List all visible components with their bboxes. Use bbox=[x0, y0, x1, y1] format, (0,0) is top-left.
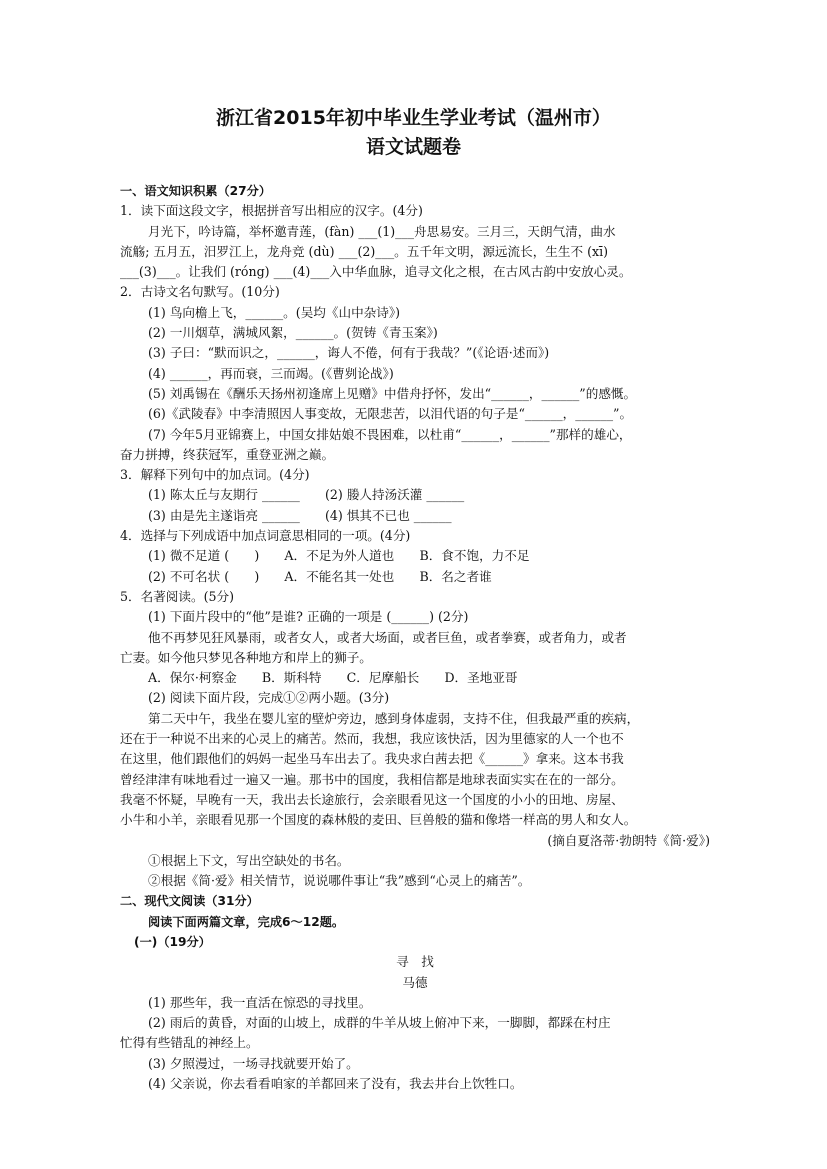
q5-passage-line: 第二天中午，我坐在婴儿室的壁炉旁边，感到身体虚弱，支持不住，但我最严重的疾病， bbox=[148, 710, 640, 726]
q3-row-2: (3) 由是先主遂诣亮 ______ (4) 惧其不已也 ______ bbox=[148, 507, 452, 523]
q2-item-4: (4) ______，再而衰，三而竭。(《曹刿论战》) bbox=[148, 365, 394, 381]
section-2-instruction: 阅读下面两篇文章，完成6～12题。 bbox=[148, 914, 345, 929]
part-1-heading: (一)（19分） bbox=[134, 934, 211, 949]
exam-title: 浙江省2015年初中毕业生学业考试（温州市） bbox=[216, 107, 611, 129]
article-paragraph-1: (1) 那些年，我一直活在惊恐的寻找里。 bbox=[148, 994, 372, 1010]
q2-item-6: (6)《武陵春》中李清照因人事变故，无限悲苦，以泪代语的句子是“______，______”。 bbox=[148, 406, 633, 422]
section-heading-2: 二、现代文阅读（31分） bbox=[120, 894, 259, 909]
q5-sub-2: (2) 阅读下面片段，完成①②两小题。(3分) bbox=[148, 690, 390, 706]
q5-passage-line: 还在于一种说不出来的心灵上的痛苦。然而，我想，我应该快活，因为里德家的人一个也不 bbox=[120, 731, 624, 747]
q5-passage-line: 在这里，他们跟他们的妈妈一起坐马车出去了。我央求白茜去把《______》拿来。这本书我 bbox=[120, 751, 624, 767]
question-5-prompt: 5．名著阅读。(5分) bbox=[120, 588, 235, 604]
q5-task-2: ②根据《简·爱》相关情节，说说哪件事让“我”感到“心灵上的痛苦”。 bbox=[148, 873, 531, 889]
q5-excerpt-line: 亡妻。如今他只梦见各种地方和岸上的狮子。 bbox=[120, 649, 372, 665]
q2-item-5: (5) 刘禹锡在《酬乐天扬州初逢席上见赠》中借舟抒怀，发出“______，______”的感慨。 bbox=[148, 385, 637, 401]
q2-item-3: (3) 子曰：“默而识之，______，诲人不倦，何有于我哉？”(《论语·述而》) bbox=[148, 345, 550, 361]
q2-item-1: (1) 鸟向檐上飞，______。(吴均《山中杂诗》) bbox=[148, 304, 401, 320]
article-paragraph-2: (2) 雨后的黄昏，对面的山坡上，成群的牛羊从坡上俯冲下来，一脚脚，都踩在村庄 bbox=[148, 1015, 611, 1031]
q5-task-1: ①根据上下文，写出空缺处的书名。 bbox=[148, 852, 350, 868]
q5-sub-1: (1) 下面片段中的“他”是谁? 正确的一项是 (______) (2分) bbox=[148, 609, 469, 625]
q2-item-7: (7) 今年5月亚锦赛上，中国女排姑娘不畏困难，以杜甫“______，______”那样的雄心， bbox=[148, 426, 632, 442]
article-paragraph-2-cont: 忙得有些错乱的神经上。 bbox=[120, 1035, 259, 1051]
question-3-prompt: 3．解释下列句中的加点词。(4分) bbox=[120, 467, 310, 483]
q1-passage-line: 月光下，吟诗篇，举杯邀青莲，(fàn) ___(1)___舟思易安。三月三，天朗气清，曲水 bbox=[148, 223, 616, 239]
q3-row-1: (1) 陈太丘与友期行 ______ (2) 媵人持汤沃灌 ______ bbox=[148, 487, 465, 503]
q5-excerpt-line: 他不再梦见狂风暴雨，或者女人，或者大场面，或者巨鱼，或者拳赛，或者角力，或者 bbox=[148, 629, 627, 645]
question-2-prompt: 2．古诗文名句默写。(10分) bbox=[120, 284, 280, 300]
section-heading-1: 一、语文知识积累（27分） bbox=[120, 184, 272, 198]
article-paragraph-3: (3) 夕照漫过，一场寻找就要开始了。 bbox=[148, 1055, 359, 1071]
q5-options: A．保尔·柯察金 B．斯科特 C．尼摩船长 D．圣地亚哥 bbox=[148, 670, 518, 686]
exam-subtitle: 语文试题卷 bbox=[365, 136, 461, 158]
q1-passage-line: ___(3)___。让我们 (róng) ___(4)___入中华血脉，追寻文化之根，在古风古韵中安放心灵。 bbox=[120, 264, 632, 280]
q2-item-2: (2) 一川烟草，满城风絮，______。(贺铸《青玉案》) bbox=[148, 325, 438, 341]
q4-row-2: (2) 不可名状 ( ) A．不能名其一处也 B．名之者谁 bbox=[148, 568, 492, 584]
article-author: 马德 bbox=[402, 974, 428, 990]
question-4-prompt: 4．选择与下列成语中加点词意思相同的一项。(4分) bbox=[120, 528, 411, 544]
q1-passage-line: 流觞; 五月五，汨罗江上，龙舟竞 (dù) ___(2)___。五千年文明，源远流长，生生不 (xī) bbox=[120, 243, 609, 259]
q2-item-7-cont: 奋力拼搏，终获冠军，重登亚洲之巅。 bbox=[120, 446, 335, 462]
question-1-prompt: 1．读下面这段文字，根据拼音写出相应的汉字。(4分) bbox=[120, 203, 423, 219]
article-paragraph-4: (4) 父亲说，你去看看咱家的羊都回来了没有，我去井台上饮牲口。 bbox=[148, 1076, 523, 1092]
q5-source: (摘自夏洛蒂·勃朗特《简·爱》) bbox=[547, 832, 710, 848]
q5-passage-line: 我毫不怀疑，早晚有一天，我出去长途旅行，会亲眼看见这一个国度的小小的田地、房屋、 bbox=[120, 791, 624, 807]
q5-passage-line: 曾经津津有味地看过一遍又一遍。那书中的国度，我相信都是地球表面实实在在的一部分。 bbox=[120, 771, 624, 787]
exam-body bbox=[120, 181, 710, 1094]
q5-passage-line: 小牛和小羊，亲眼看见那一个国度的森林般的麦田、巨兽般的猫和像塔一样高的男人和女人。 bbox=[120, 812, 637, 828]
q4-row-1: (1) 微不足道 ( ) A．不足为外人道也 B．食不饱，力不足 bbox=[148, 548, 530, 564]
article-title: 寻 找 bbox=[396, 954, 434, 970]
